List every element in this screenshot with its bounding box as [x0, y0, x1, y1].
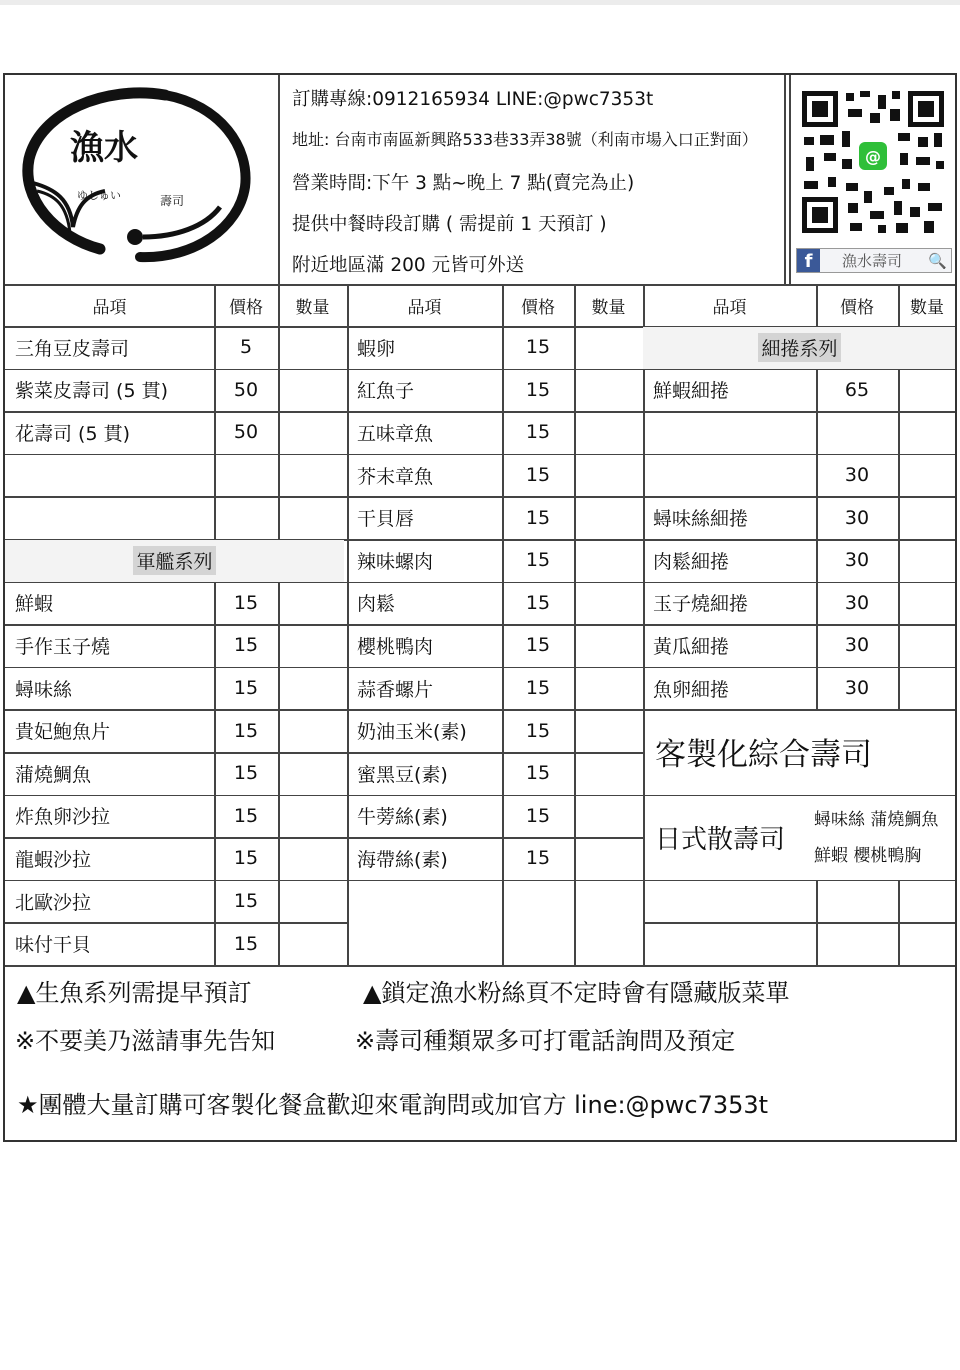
col2-item-name: 紅魚子 [357, 380, 415, 403]
header-item-3: 品項 [712, 297, 747, 318]
col1-item-price: 50 [233, 378, 259, 401]
col1-item-price: 50 [233, 421, 259, 444]
col1-item-name: 紫菜皮壽司 (5 貫) [15, 380, 168, 403]
col1-item-name: 蟳味絲 [15, 678, 73, 701]
col2-item-name: 五味章魚 [357, 422, 434, 445]
col3-item-name: 黃瓜細捲 [653, 635, 730, 658]
order-hotline: 訂購專線:0912165934 LINE:@pwc7353t [292, 89, 654, 110]
col2-item-price: 15 [525, 421, 551, 444]
header-price-3: 價格 [840, 297, 874, 318]
facebook-page-name: 漁水壽司 [842, 252, 903, 270]
no-mayo-note: ※不要美乃滋請事先告知 [15, 1027, 276, 1055]
col3-item-name: 蟳味絲細捲 [653, 508, 749, 531]
col2-item-price: 15 [525, 634, 551, 657]
search-icon: 🔍 [928, 251, 947, 270]
col1-item-price: 15 [233, 804, 259, 827]
col2-item-price: 15 [525, 847, 551, 870]
facebook-icon: f [797, 249, 820, 272]
header-price-1: 價格 [229, 297, 263, 318]
raw-fish-note: ▲生魚系列需提早預訂 [17, 979, 252, 1007]
header-qty-3: 數量 [910, 297, 944, 318]
col2-item-name: 蒜香螺片 [357, 678, 434, 701]
col2-item-name: 奶油玉米(素) [357, 721, 467, 744]
col1-item-name: 貴妃鮑魚片 [15, 721, 111, 744]
chirashi-title: 日式散壽司 [655, 824, 786, 855]
col1-item-name: 北歐沙拉 [15, 891, 92, 914]
chirashi-option-2: 鮮蝦 櫻桃鴨胸 [814, 846, 922, 867]
col3-section-title: 細捲系列 [643, 327, 956, 369]
col2-item-name: 櫻桃鴨肉 [357, 635, 434, 658]
top-edge [0, 0, 960, 5]
header-item-1: 品項 [92, 297, 127, 318]
custom-sushi-label: 客製化綜合壽司 [655, 737, 872, 774]
col2-item-price: 15 [525, 719, 551, 742]
group-order-note: ★團體大量訂購可客製化餐盒歡迎來電詢問或加官方 line:@pwc7353t [17, 1091, 769, 1119]
header-item-2: 品項 [407, 297, 442, 318]
col2-item-name: 肉鬆 [357, 593, 396, 616]
svg-text:ゆしゅい: ゆしゅい [77, 189, 121, 202]
header-qty-1: 數量 [295, 297, 330, 318]
svg-text:壽司: 壽司 [160, 194, 185, 208]
col1-item-name: 炸魚卵沙拉 [15, 806, 111, 829]
menu-sheet [3, 73, 957, 1142]
col1-item-price: 15 [233, 634, 259, 657]
col2-item-name: 蜜黑豆(素) [357, 763, 448, 786]
col1-item-name: 鮮蝦 [15, 593, 54, 616]
col3-item-name: 肉鬆細捲 [653, 550, 730, 573]
lunch-order-note: 提供中餐時段訂購 ( 需提前 1 天預訂 ) [292, 214, 607, 235]
inquiry-note: ※壽司種類眾多可打電話詢問及預定 [355, 1027, 736, 1055]
col1-item-price: 15 [233, 847, 259, 870]
col3-item-price: 30 [844, 634, 870, 657]
col2-item-name: 牛蒡絲(素) [357, 806, 448, 829]
col3-item-price: 65 [844, 378, 870, 401]
col1-item-price: 15 [233, 762, 259, 785]
col1-item-name: 花壽司 (5 貫) [15, 422, 130, 445]
col2-item-price: 15 [525, 677, 551, 700]
svg-text:@: @ [865, 147, 881, 166]
header-price-2: 價格 [521, 297, 555, 318]
col1-item-name: 蒲燒鯛魚 [15, 763, 92, 786]
hidden-menu-note: ▲鎖定漁水粉絲頁不定時會有隱藏版菜單 [363, 979, 790, 1007]
col1-item-price: 15 [233, 932, 259, 955]
col2-item-name: 芥末章魚 [357, 465, 434, 488]
col2-item-price: 15 [525, 591, 551, 614]
col1-item-name: 龍蝦沙拉 [15, 848, 92, 871]
col1-section-title: 軍艦系列 [5, 540, 344, 582]
col3-item-name: 鮮蝦細捲 [653, 380, 730, 403]
col1-item-name: 味付干貝 [15, 934, 92, 957]
col1-item-price: 15 [233, 719, 259, 742]
facebook-page-badge[interactable] [796, 248, 952, 273]
col3-item-price: 30 [844, 464, 870, 487]
col1-item-price: 5 [239, 336, 253, 359]
col1-item-price: 15 [233, 890, 259, 913]
col2-item-price: 15 [525, 336, 551, 359]
col3-item-name: 魚卵細捲 [653, 678, 730, 701]
col2-item-price: 15 [525, 804, 551, 827]
col2-item-name: 干貝唇 [357, 508, 415, 531]
col1-item-name: 三角豆皮壽司 [15, 337, 130, 360]
col2-item-name: 辣味螺肉 [357, 550, 434, 573]
col2-item-price: 15 [525, 506, 551, 529]
col3-item-price: 30 [844, 506, 870, 529]
svg-text:漁水: 漁水 [70, 128, 138, 168]
col1-item-price: 15 [233, 591, 259, 614]
address: 地址: 台南市南區新興路533巷33弄38號（利南市場入口正對面） [292, 130, 758, 149]
col3-item-name: 玉子燒細捲 [653, 593, 749, 616]
col1-item-name: 手作玉子燒 [15, 635, 111, 658]
chirashi-option-1: 蟳味絲 蒲燒鯛魚 [814, 810, 939, 831]
col2-item-price: 15 [525, 464, 551, 487]
col2-item-price: 15 [525, 549, 551, 572]
col2-item-name: 蝦卵 [357, 337, 396, 360]
col3-item-price: 30 [844, 591, 870, 614]
delivery-note: 附近地區滿 200 元皆可外送 [292, 255, 525, 276]
business-hours: 營業時間:下午 3 點~晚上 7 點(賣完為止) [292, 173, 635, 194]
line-qr-code [798, 87, 948, 237]
fish-logo [15, 87, 260, 272]
col2-item-price: 15 [525, 762, 551, 785]
col1-item-price: 15 [233, 677, 259, 700]
col2-item-name: 海帶絲(素) [357, 848, 448, 871]
header-qty-2: 數量 [591, 297, 626, 318]
col2-item-price: 15 [525, 378, 551, 401]
col3-item-price: 30 [844, 549, 870, 572]
col3-item-price: 30 [844, 677, 870, 700]
